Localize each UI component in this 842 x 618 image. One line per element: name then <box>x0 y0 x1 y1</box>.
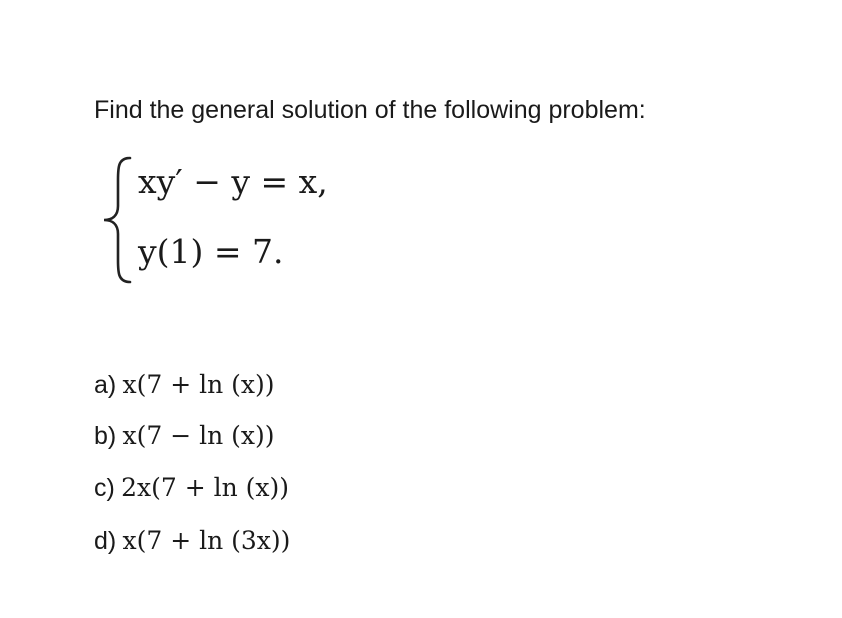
option-expression: x(7 + ln (3x)) <box>122 526 291 555</box>
equation-system <box>100 150 430 290</box>
option-label: d) <box>94 527 117 555</box>
option-label: c) <box>94 474 115 502</box>
differential-equation: xy′ − y = x, <box>138 162 328 201</box>
left-brace-icon <box>100 150 136 290</box>
option-expression: 2x(7 + ln (x)) <box>121 473 289 502</box>
option-c[interactable] <box>94 471 289 506</box>
option-a[interactable] <box>94 368 275 403</box>
option-expression: x(7 + ln (x)) <box>122 370 275 399</box>
option-label: b) <box>94 422 117 450</box>
option-d[interactable] <box>94 524 290 559</box>
option-b[interactable] <box>94 419 275 454</box>
question-text: Find the general solution of the following problem: <box>94 96 646 124</box>
initial-condition: y(1) = 7. <box>138 232 284 271</box>
option-expression: x(7 − ln (x)) <box>122 421 275 450</box>
option-label: a) <box>94 371 117 399</box>
